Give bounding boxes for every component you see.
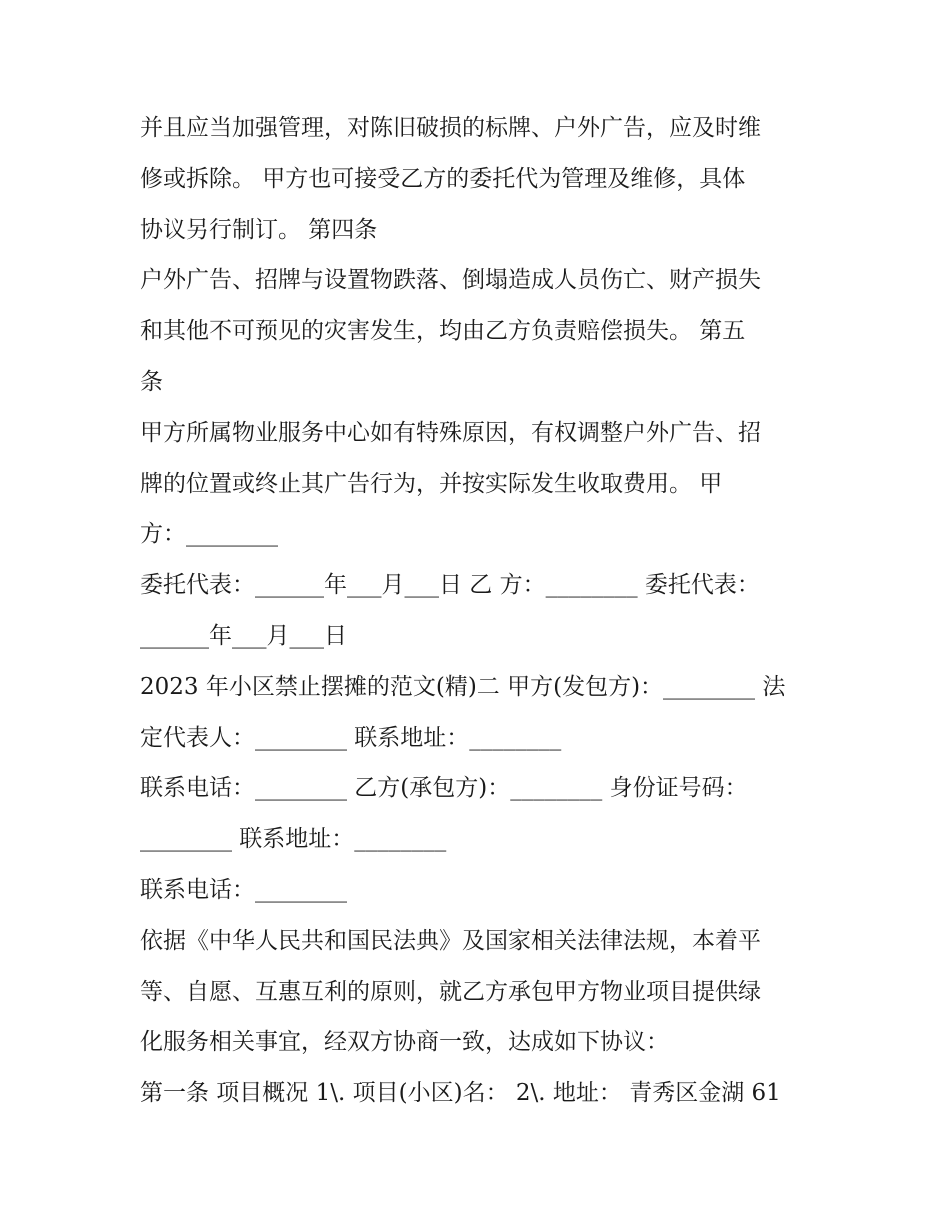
text-line: 户外广告、招牌与设置物跌落、倒塌造成人员伤亡、财产损失 (140, 267, 761, 294)
text-line: 依据《中华人民共和国民法典》及国家相关法律法规，本着平 (140, 927, 761, 954)
text-line: 协议另行制订。 第四条 (140, 216, 378, 243)
text-line: 修或拆除。 甲方也可接受乙方的委托代为管理及维修，具体 (140, 165, 746, 192)
text-line: 联系电话：________ (140, 876, 347, 903)
text-line: 定代表人：________ 联系地址：________ (140, 724, 562, 751)
text-line: 条 (140, 368, 163, 395)
document-body (140, 103, 820, 1119)
text-line: 牌的位置或终止其广告行为，并按实际发生收取费用。 甲 (140, 470, 723, 497)
text-line: 等、自愿、互惠互利的原则，就乙方承包甲方物业项目提供绿 (140, 978, 761, 1005)
text-line: 并且应当加强管理，对陈旧破损的标牌、户外广告，应及时维 (140, 115, 761, 141)
text-line: 和其他不可预见的灾害发生，均由乙方负责赔偿损失。 第五 (140, 318, 746, 345)
text-line: 2023 年小区禁止摆摊的范文(精)二 甲方(发包方)：________ 法 (140, 673, 786, 700)
text-line: ________ 联系地址：________ (140, 826, 447, 853)
text-line: 联系电话：________ 乙方(承包方)：________ 身份证号码： (140, 775, 748, 802)
text-line: ______年___月___日 (140, 622, 347, 649)
text-line: 第一条 项目概况 1\. 项目(小区)名： 2\. 地址： 青秀区金湖 61 (140, 1080, 781, 1107)
text-line: 化服务相关事宜，经双方协商一致，达成如下协议： (140, 1029, 669, 1056)
text-line: 方：________ (140, 521, 278, 548)
text-line: 甲方所属物业服务中心如有特殊原因，有权调整户外广告、招 (140, 419, 761, 446)
text-line: 委托代表：______年___月___日 乙 方：________ 委托代表： (140, 572, 760, 599)
